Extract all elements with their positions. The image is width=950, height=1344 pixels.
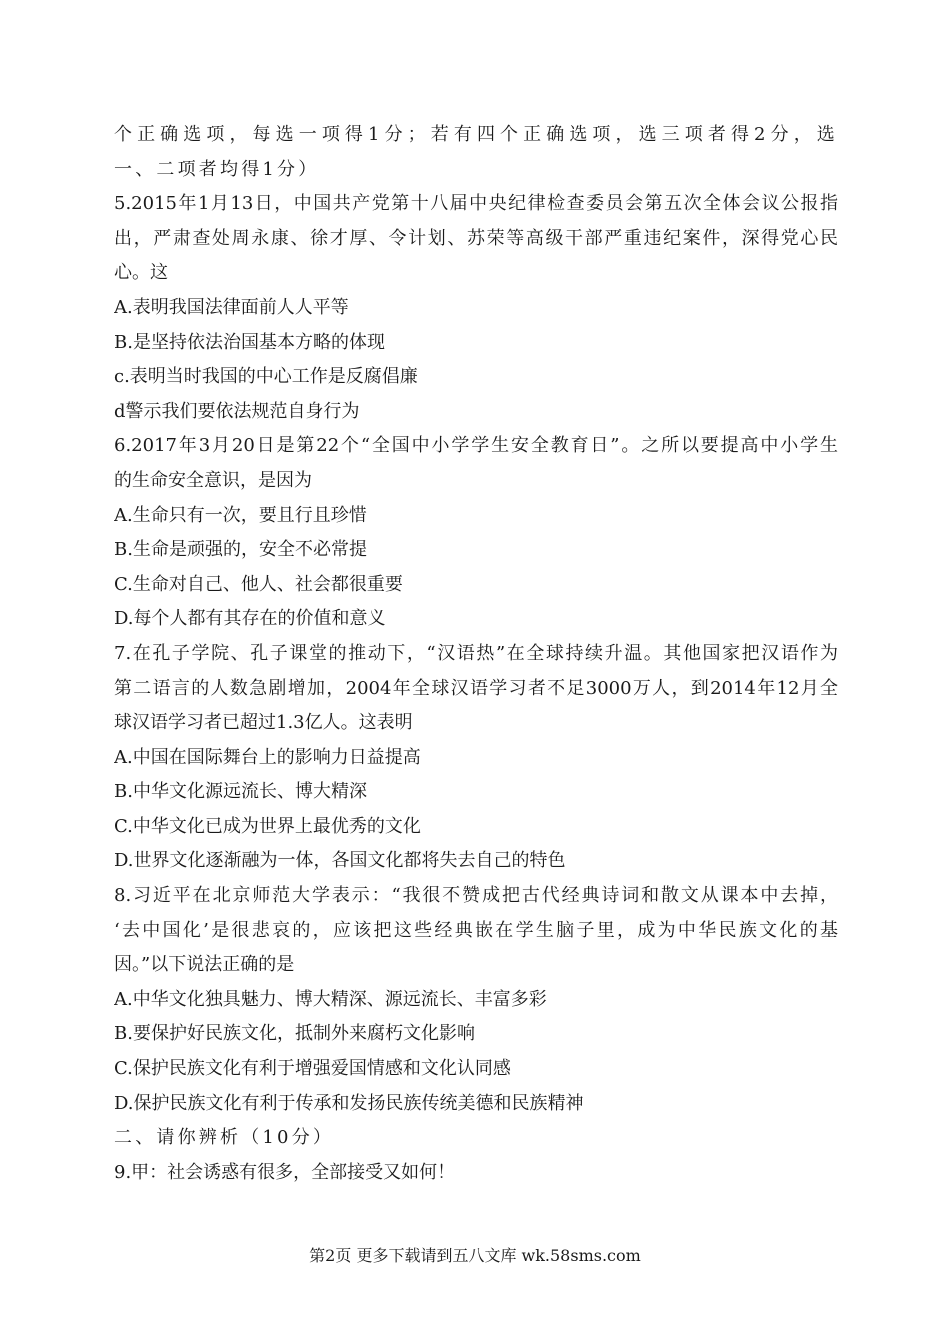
option-line: A.生命只有一次，要且行且珍惜: [114, 504, 367, 526]
option-line: A.表明我国法律面前人人平等: [114, 296, 349, 318]
option-line: C.保护民族文化有利于增强爱国情感和文化认同感: [114, 1058, 511, 1080]
text-line: ‘去中国化’是很悲哀的，应该把这些经典嵌在学生脑子里，成为中华民族文化的基: [114, 919, 838, 941]
option-line: B.生命是顽强的，安全不必常提: [114, 539, 367, 561]
option-line: D.保护民族文化有利于传承和发扬民族传统美德和民族精神: [114, 1092, 584, 1114]
option-line: A.中国在国际舞台上的影响力日益提高: [114, 746, 421, 768]
option-line: C.生命对自己、他人、社会都很重要: [114, 573, 403, 595]
text-line: 一、二项者均得1分）: [114, 158, 320, 180]
option-line: B.要保护好民族文化，抵制外来腐朽文化影响: [114, 1023, 475, 1045]
option-line: D.每个人都有其存在的价值和意义: [114, 608, 386, 630]
question-7-stem: 7.在孔子学院、孔子课堂的推动下，“汉语热”在全球持续升温。其他国家把汉语作为: [114, 642, 838, 664]
question-5-stem: 5.2015年1月13日，中国共产党第十八届中央纪律检查委员会第五次全体会议公报指: [114, 193, 838, 215]
text-line: 第二语言的人数急剧增加，2004年全球汉语学习者不足3000万人，到2014年12月全: [114, 677, 838, 699]
question-6-stem: 6.2017年3月20日是第22个“全国中小学学生安全教育日”。之所以要提高中小学生: [114, 435, 838, 457]
text-line: 出，严肃查处周永康、徐才厚、令计划、苏荣等高级干部严重违纪案件，深得党心民: [114, 227, 838, 249]
page-footer: 第2页 更多下载请到五八文库 wk.58sms.com: [309, 1246, 641, 1265]
page-content: [114, 118, 838, 1190]
option-line: c.表明当时我国的中心工作是反腐倡廉: [114, 366, 418, 388]
text-line: 因。”以下说法正确的是: [114, 954, 295, 976]
option-line: D.世界文化逐渐融为一体，各国文化都将失去自己的特色: [114, 850, 566, 872]
text-line: 心。这: [114, 262, 168, 284]
text-line: 个正确选项，每选一项得1分；若有四个正确选项，选三项者得2分，选: [114, 124, 838, 145]
section-heading: 二、请你辨析（10分）: [114, 1127, 335, 1149]
text-line: 的生命安全意识，是因为: [114, 469, 312, 491]
option-line: B.中华文化源远流长、博大精深: [114, 781, 367, 803]
question-8-stem: 8.习近平在北京师范大学表示：“我很不赞成把古代经典诗词和散文从课本中去掉，: [114, 885, 838, 907]
question-9-stem: 9.甲：社会诱惑有很多，全部接受又如何！: [114, 1161, 456, 1183]
option-line: A.中华文化独具魅力、博大精深、源远流长、丰富多彩: [114, 988, 547, 1010]
option-line: d警示我们要依法规范自身行为: [114, 400, 360, 422]
option-line: B.是坚持依法治国基本方略的体现: [114, 331, 385, 353]
option-line: C.中华文化已成为世界上最优秀的文化: [114, 815, 421, 837]
text-line: 球汉语学习者已超过1.3亿人。这表明: [114, 712, 413, 734]
